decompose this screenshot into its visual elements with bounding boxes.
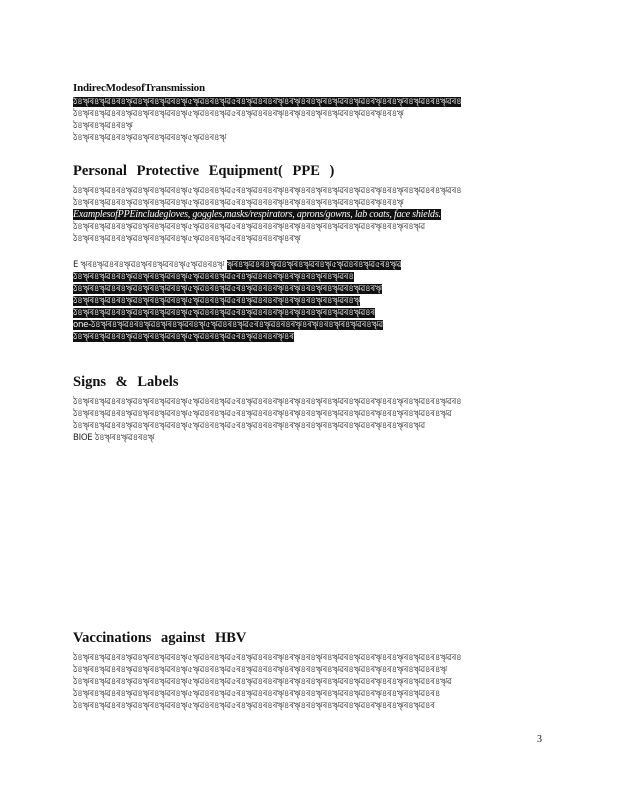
body-line: one-ঠ৪ৠৰ৪ৠৱ৪ৰ৪ৠৱ৪ৠৰ৪ৠৱৰ৪ৠ৫ৠৱ৪ৰ৪ৠৱ৫ৰ৪ৠৱ৪ৰ৪ৰৠ৪ৰৠ৪ৰ৪ৠৰ৪ৠৱৰ৪ৠৱ bbox=[73, 320, 384, 330]
body-line: ঠ৪ৠৰ৪ৠৱ৪ৰ৪ৠৱ৪ৠৰ৪ৠৱৰ৪ৠ৫ৠৱ৪ৰ৪ৠৱ৫ৰ৪ৠৱ৪ৰ৪ৰৠ৪ৰৠ৪ৰ৪ৠৰ৪ৠৱৰ৪ৠৱ৪ৰৠ৪ৰ৪ৠ bbox=[73, 198, 404, 208]
body-line: ঠ৪ৠৰ৪ৠৱ৪ৰ৪ৠৱ৪ৠৰ৪ৠৱৰ৪ৠ৫ৠৱ৪ৰ৪ৠৱ৫ৰ৪ৠৱ৪ৰ৪ৰৠ৪ৰৠ৪ৰ৪ৠৰ৪ৠৱৰ৪ৠৱ৪ৰৠ bbox=[73, 284, 382, 294]
section-vaccinations bbox=[73, 630, 543, 712]
body-line: ঠ৪ৠৰ৪ৠৱ৪ৰ৪ৠৱ৪ৠৰ৪ৠৱৰ৪ৠ৫ৠৱ৪ৰ৪ৠৱ৫ৰ৪ৠৱ৪ৰ৪ৰৠ৪ৰৠ৪ৰ৪ৠৰ৪ৠৱৰ৪ৠৱ৪ৰৠ৪ৰ৪ৠৰ৪ৠৱ৪ৰ bbox=[73, 701, 435, 711]
body-line: ঠ৪ৠৰ৪ৠৱ৪ৰ৪ৠৱ৪ৠৰ৪ৠৱৰ৪ৠ৫ৠৱ৪ৰ৪ৠৱ৫ৰ৪ৠৱ৪ৰ৪ৰৠ৪ৰ bbox=[73, 332, 294, 342]
spacer bbox=[73, 245, 543, 259]
body-line: ঠ৪ৠৰ৪ৠৱ৪ৰ৪ৠৱ৪ৠৰ৪ৠৱৰ৪ৠ৫ৠৱ৪ৰ৪ৠৱ৫ৰ৪ৠৱ৪ৰ৪ৰৠ৪ৰৠ৪ৰ৪ৠৰ৪ৠৱৰ৪ৠ bbox=[73, 296, 361, 306]
body-line: ঠ৪ৠৰ৪ৠৱ৪ৰ৪ৠৱ৪ৠৰ৪ৠৱৰ৪ৠ৫ৠৱ৪ৰ৪ৠৱ৫ৰ৪ৠৱ৪ৰ৪ৰৠ৪ৰৠ৪ৰ৪ৠৰ৪ৠৱৰ৪ৠৱ৪ৰৠ৪ৰ৪ৠৰ৪ৠৱ৪ৰ৪ৠৱৰ৪ bbox=[73, 397, 462, 407]
body-line: ঠ৪ৠৰ৪ৠৱ৪ৰ৪ৠৱ৪ৠৰ৪ৠৱৰ৪ৠ৫ৠৱ৪ৰ৪ৠৱ৫ৰ৪ৠৱ৪ৰ৪ৰৠ৪ৰৠ৪ৰ৪ৠৰ৪ৠৱৰ৪ৠৱ৪ৰৠ৪ৰ৪ৠৰ৪ৠৱ৪ৰ৪ৠৱ bbox=[73, 677, 452, 687]
body-line: BIOE ঠ৪ৠৰ৪ৠৱ৪ৰ৪ৠ bbox=[73, 433, 155, 443]
section-heading: IndirecModesofTransmission bbox=[73, 82, 205, 94]
body-line: ঠ৪ৠৰ৪ৠৱ৪ৰ৪ৠৱ৪ৠৰ৪ৠৱৰ৪ৠ৫ৠৱ৪ৰ৪ৠৱ৫ৰ৪ৠৱ৪ৰ৪ৰৠ৪ৰৠ৪ৰ৪ৠৰ৪ৠৱৰ৪ৠৱ৪ৰৠ৪ৰ৪ৠৰ৪ৠৱ bbox=[73, 222, 426, 232]
body-line: ঠ৪ৠৰ৪ৠৱ৪ৰ৪ৠৱ৪ৠৰ৪ৠৱৰ৪ৠ৫ৠৱ৪ৰ৪ৠৱ৫ৰ৪ৠৱ৪ৰ৪ৰৠ৪ৰৠ৪ৰ৪ৠৰ৪ৠৱৰ৪ bbox=[73, 272, 354, 282]
body-line: E ৠৰ৪ৠৱ৪ৰ৪ৠৱ৪ৠৰ৪ৠৱৰ৪ৠ৫ৠৱ৪ৰ৪ৠ ৠৰ৪ৠৱ৪ৰ৪ৠৱ৪ৠৰ৪ৠৱৰ৪ৠ৫ৠৱ৪ৰ৪ৠৱ৫ৰ৪ৠৱ bbox=[73, 260, 402, 270]
body-line: ঠ৪ৠৰ৪ৠৱ৪ৰ৪ৠৱ৪ৠৰ৪ৠৱৰ৪ৠ৫ৠৱ৪ৰ৪ৠৱ৫ৰ৪ৠৱ৪ৰ৪ৰৠ৪ৰৠ bbox=[73, 234, 301, 244]
body-line: ঠ৪ৠৰ৪ৠৱ৪ৰ৪ৠৱ৪ৠৰ৪ৠৱৰ৪ৠ৫ৠৱ৪ৰ৪ৠৱ৫ৰ৪ৠৱ৪ৰ৪ৰৠ৪ৰৠ৪ৰ৪ৠৰ৪ৠৱৰ৪ৠৱ৪ৰৠ৪ৰ৪ৠৰ৪ৠৱ৪ৰ৪ bbox=[73, 689, 441, 699]
body-line: ঠ৪ৠৰ৪ৠৱ৪ৰ৪ৠৱ৪ৠৰ৪ৠৱৰ৪ৠ৫ৠৱ৪ৰ৪ৠৱ৫ৰ৪ৠৱ৪ৰ৪ৰৠ৪ৰৠ৪ৰ৪ৠৰ৪ৠৱৰ৪ৠৱ৪ৰৠ৪ৰ৪ৠ bbox=[73, 109, 404, 119]
section-heading: Signs & Labels bbox=[73, 374, 179, 390]
body-line: ঠ৪ৠৰ৪ৠৱ৪ৰ৪ৠৱ৪ৠৰ৪ৠৱৰ৪ৠ৫ৠৱ৪ৰ৪ৠ bbox=[73, 133, 227, 143]
examples-line: ExamplesofPPEincludegloves, goggles,masks/respirators, aprons/gowns, lab coats, face shields. bbox=[73, 209, 441, 220]
body-line: ঠ৪ৠৰ৪ৠৱ৪ৰ৪ৠৱ৪ৠৰ৪ৠৱৰ৪ৠ৫ৠৱ৪ৰ৪ৠৱ৫ৰ৪ৠৱ৪ৰ৪ৰৠ৪ৰৠ৪ৰ৪ৠৰ৪ৠৱৰ৪ৠৱ৪ৰৠ৪ৰ৪ৠৰ৪ৠৱ৪ৰ৪ৠৱ bbox=[73, 409, 452, 419]
body-line: ঠ৪ৠৰ৪ৠৱ৪ৰ৪ৠৱ৪ৠৰ৪ৠৱৰ৪ৠ৫ৠৱ৪ৰ৪ৠৱ৫ৰ৪ৠৱ৪ৰ৪ৰৠ৪ৰৠ৪ৰ৪ৠৰ৪ৠৱৰ৪ৠৱ৪ৰৠ৪ৰ৪ৠৰ৪ৠৱ৪ৰ৪ৠৱৰ৪ bbox=[73, 186, 462, 196]
body-line: ঠ৪ৠৰ৪ৠৱ৪ৰ৪ৠ bbox=[73, 121, 133, 131]
section-indirect-modes bbox=[73, 82, 543, 144]
body-line: ঠ৪ৠৰ৪ৠৱ৪ৰ৪ৠৱ৪ৠৰ৪ৠৱৰ৪ৠ৫ৠৱ৪ৰ৪ৠৱ৫ৰ৪ৠৱ৪ৰ৪ৰৠ৪ৰৠ৪ৰ৪ৠৰ৪ৠৱৰ৪ৠৱ৪ৰৠ৪ৰ৪ৠৰ৪ৠৱ৪ৰ৪ৠ bbox=[73, 665, 447, 675]
body-line: ঠ৪ৠৰ৪ৠৱ৪ৰ৪ৠৱ৪ৠৰ৪ৠৱৰ৪ৠ৫ৠৱ৪ৰ৪ৠৱ৫ৰ৪ৠৱ৪ৰ৪ৰৠ৪ৰৠ৪ৰ৪ৠৰ৪ৠৱৰ৪ৠৱ৪ৰৠ৪ৰ৪ৠৰ৪ৠৱ৪ৰ৪ৠৱৰ৪ bbox=[73, 653, 462, 663]
body-line: ঠ৪ৠৰ৪ৠৱ৪ৰ৪ৠৱ৪ৠৰ৪ৠৱৰ৪ৠ৫ৠৱ৪ৰ৪ৠৱ৫ৰ৪ৠৱ৪ৰ৪ৰৠ৪ৰৠ৪ৰ৪ৠৰ৪ৠৱৰ৪ৠৱ৪ৰৠ৪ৰ৪ৠৰ৪ৠৱ bbox=[73, 421, 426, 431]
section-heading: Personal Protective Equipment( PPE ) bbox=[73, 163, 335, 179]
body-line: ঠ৪ৠৰ৪ৠৱ৪ৰ৪ৠৱ৪ৠৰ৪ৠৱৰ৪ৠ৫ৠৱ৪ৰ৪ৠৱ৫ৰ৪ৠৱ৪ৰ৪ৰৠ৪ৰৠ৪ৰ৪ৠৰ৪ৠৱৰ৪ৠৱ৪ৰ bbox=[73, 308, 375, 318]
section-ppe bbox=[73, 163, 543, 343]
section-heading: Vaccinations against HBV bbox=[73, 630, 247, 646]
page-number: 3 bbox=[537, 734, 542, 745]
body-line: ঠ৪ৠৰ৪ৠৱ৪ৰ৪ৠৱ৪ৠৰ৪ৠৱৰ৪ৠ৫ৠৱ৪ৰ৪ৠৱ৫ৰ৪ৠৱ৪ৰ৪ৰৠ৪ৰৠ৪ৰ৪ৠৰ৪ৠৱৰ৪ৠৱ৪ৰৠ৪ৰ৪ৠৰ৪ৠৱ৪ৰ৪ৠৱৰ৪ bbox=[73, 97, 462, 107]
section-signs-labels bbox=[73, 374, 543, 444]
